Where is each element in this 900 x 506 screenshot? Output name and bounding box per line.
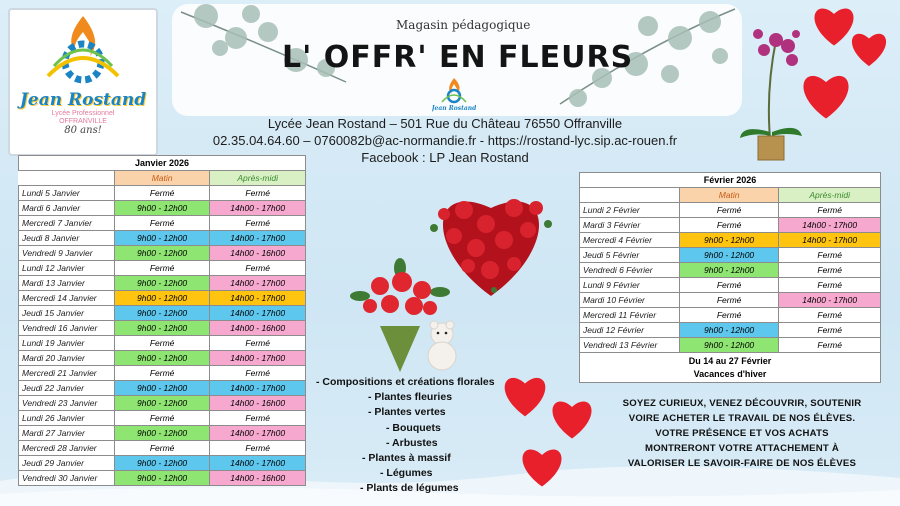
- schedule-row: [19, 261, 306, 276]
- heart-icon: [798, 70, 854, 122]
- holiday-label: Vacances d'hiver: [693, 368, 767, 379]
- schedule-row: [580, 293, 881, 308]
- logo-subtitle: Lycée Professionnel: [51, 110, 115, 117]
- afternoon-slot: 14h00 - 17h00: [779, 233, 881, 248]
- flame-gear-icon: [28, 10, 138, 88]
- morning-slot: 9h00 - 12h00: [114, 276, 210, 291]
- morning-slot: 9h00 - 12h00: [114, 231, 210, 246]
- matin-header: Matin: [679, 188, 779, 203]
- appeal-line: MONTRERONT VOTRE ATTACHEMENT À: [645, 443, 839, 454]
- morning-slot: 9h00 - 12h00: [114, 321, 210, 336]
- school-facebook: Facebook : LP Jean Rostand: [361, 150, 529, 165]
- afternoon-slot: 14h00 - 17h00: [210, 291, 306, 306]
- day-label: Mardi 13 Janvier: [19, 276, 115, 291]
- day-label: Mardi 10 Février: [580, 293, 680, 308]
- february-rows: [580, 203, 881, 353]
- schedule-row: [580, 218, 881, 233]
- morning-slot: Fermé: [679, 203, 779, 218]
- afternoon-slot: 14h00 - 17h00: [210, 231, 306, 246]
- schedule-row: [19, 201, 306, 216]
- day-label: Mardi 3 Février: [580, 218, 680, 233]
- schedule-row: [19, 276, 306, 291]
- shop-kicker: Magasin pédagogique: [396, 18, 531, 32]
- schedule-row: [19, 366, 306, 381]
- mini-school-logo: [432, 76, 476, 112]
- day-label: Jeudi 5 Février: [580, 248, 680, 263]
- matin-header: Matin: [114, 171, 210, 186]
- afternoon-slot: Fermé: [210, 411, 306, 426]
- morning-slot: Fermé: [679, 218, 779, 233]
- january-title-row: [19, 156, 306, 171]
- afternoon-slot: 14h00 - 16h00: [210, 321, 306, 336]
- day-label: Vendredi 16 Janvier: [19, 321, 115, 336]
- morning-slot: Fermé: [114, 336, 210, 351]
- schedule-row: [580, 263, 881, 278]
- product-item: - Légumes: [380, 467, 433, 480]
- morning-slot: 9h00 - 12h00: [114, 306, 210, 321]
- day-label: Vendredi 9 Janvier: [19, 246, 115, 261]
- mini-logo-text: Jean Rostand: [432, 105, 476, 112]
- february-title-row: [580, 173, 881, 188]
- product-item: - Plantes vertes: [368, 406, 446, 419]
- heart-icon: [518, 442, 566, 492]
- schedule-row: [19, 396, 306, 411]
- afternoon-slot: Fermé: [779, 278, 881, 293]
- logo-town: OFFRANVILLE: [59, 117, 107, 125]
- day-label: Vendredi 23 Janvier: [19, 396, 115, 411]
- afternoon-slot: Fermé: [210, 366, 306, 381]
- morning-slot: 9h00 - 12h00: [114, 351, 210, 366]
- products-list: [316, 375, 516, 497]
- bouquet-teddy-bear-image: [340, 256, 470, 374]
- schedule-row: [19, 321, 306, 336]
- day-label: Vendredi 13 Février: [580, 338, 680, 353]
- schedule-row: [19, 411, 306, 426]
- afternoon-slot: 14h00 - 17h00: [210, 456, 306, 471]
- schedule-row: [19, 231, 306, 246]
- morning-slot: Fermé: [114, 411, 210, 426]
- day-label: Lundi 2 Février: [580, 203, 680, 218]
- schedule-row: [580, 233, 881, 248]
- morning-slot: 9h00 - 12h00: [679, 338, 779, 353]
- afternoon-slot: Fermé: [210, 216, 306, 231]
- afternoon-slot: 14h00 - 16h00: [210, 471, 306, 486]
- orchid-plant-image: [736, 20, 806, 162]
- product-item: - Arbustes: [386, 436, 438, 449]
- appeal-line: VOTRE PRÉSENCE ET VOS ACHATS: [655, 428, 829, 439]
- heart-icon: [848, 28, 890, 70]
- apres-midi-header: Après-midi: [210, 171, 306, 186]
- afternoon-slot: Fermé: [779, 203, 881, 218]
- afternoon-slot: 14h00 - 17h00: [210, 351, 306, 366]
- afternoon-slot: 14h00 - 17h00: [210, 381, 306, 396]
- afternoon-slot: 14h00 - 17h00: [779, 293, 881, 308]
- afternoon-slot: 14h00 - 17h00: [779, 218, 881, 233]
- february-column-header-row: [580, 188, 881, 203]
- product-item: - Compositions et créations florales: [316, 376, 495, 388]
- day-label: Jeudi 12 Février: [580, 323, 680, 338]
- product-item: - Bouquets: [386, 421, 441, 434]
- day-label: Mardi 27 Janvier: [19, 426, 115, 441]
- product-item: - Plantes fleuries: [368, 391, 453, 404]
- school-logo: [8, 8, 158, 156]
- schedule-row: [19, 306, 306, 321]
- day-label: Mardi 6 Janvier: [19, 201, 115, 216]
- schedule-row: [580, 338, 881, 353]
- january-schedule-table: [18, 155, 306, 486]
- february-schedule-table: [579, 172, 881, 383]
- empty-header-cell: [19, 171, 115, 186]
- schedule-row: [19, 441, 306, 456]
- day-label: Vendredi 30 Janvier: [19, 471, 115, 486]
- morning-slot: Fermé: [679, 308, 779, 323]
- product-item: - Plants de légumes: [360, 482, 459, 495]
- afternoon-slot: 14h00 - 17h00: [210, 306, 306, 321]
- afternoon-slot: Fermé: [779, 338, 881, 353]
- day-label: Jeudi 8 Janvier: [19, 231, 115, 246]
- schedule-row: [580, 248, 881, 263]
- appeal-text: [596, 396, 888, 471]
- january-column-header-row: [19, 171, 306, 186]
- schedule-row: [19, 336, 306, 351]
- day-label: Mardi 20 Janvier: [19, 351, 115, 366]
- schedule-row: [580, 323, 881, 338]
- day-label: Mercredi 4 Février: [580, 233, 680, 248]
- morning-slot: Fermé: [679, 293, 779, 308]
- day-label: Vendredi 6 Février: [580, 263, 680, 278]
- morning-slot: 9h00 - 12h00: [679, 233, 779, 248]
- day-label: Mercredi 21 Janvier: [19, 366, 115, 381]
- winter-holiday-note: [580, 353, 881, 383]
- schedule-row: [19, 381, 306, 396]
- schedule-row: [19, 426, 306, 441]
- day-label: Jeudi 22 Janvier: [19, 381, 115, 396]
- schedule-row: [580, 203, 881, 218]
- afternoon-slot: Fermé: [779, 308, 881, 323]
- day-label: Lundi 9 Février: [580, 278, 680, 293]
- day-label: Lundi 5 Janvier: [19, 186, 115, 201]
- afternoon-slot: 14h00 - 16h00: [210, 246, 306, 261]
- day-label: Jeudi 15 Janvier: [19, 306, 115, 321]
- afternoon-slot: Fermé: [779, 248, 881, 263]
- afternoon-slot: Fermé: [210, 186, 306, 201]
- schedule-row: [19, 186, 306, 201]
- afternoon-slot: 14h00 - 16h00: [210, 396, 306, 411]
- day-label: Mercredi 11 Février: [580, 308, 680, 323]
- morning-slot: 9h00 - 12h00: [679, 323, 779, 338]
- morning-slot: 9h00 - 12h00: [114, 246, 210, 261]
- holiday-dates: Du 14 au 27 Février: [688, 355, 772, 366]
- product-item: - Plantes à massif: [362, 452, 451, 465]
- logo-name: Jean Rostand: [19, 90, 147, 110]
- schedule-row: [19, 351, 306, 366]
- morning-slot: Fermé: [679, 278, 779, 293]
- morning-slot: 9h00 - 12h00: [114, 201, 210, 216]
- morning-slot: Fermé: [114, 441, 210, 456]
- afternoon-slot: 14h00 - 17h00: [210, 426, 306, 441]
- day-label: Jeudi 29 Janvier: [19, 456, 115, 471]
- morning-slot: 9h00 - 12h00: [114, 396, 210, 411]
- schedule-row: [19, 471, 306, 486]
- afternoon-slot: 14h00 - 17h00: [210, 201, 306, 216]
- day-label: Lundi 12 Janvier: [19, 261, 115, 276]
- morning-slot: 9h00 - 12h00: [114, 291, 210, 306]
- schedule-row: [19, 291, 306, 306]
- february-title: Février 2026: [580, 173, 881, 188]
- schedule-row: [19, 246, 306, 261]
- school-address: Lycée Jean Rostand – 501 Rue du Château 76550 Offranville: [267, 116, 623, 131]
- schedule-row: [580, 308, 881, 323]
- january-title: Janvier 2026: [19, 156, 306, 171]
- schedule-row: [580, 278, 881, 293]
- day-label: Mercredi 7 Janvier: [19, 216, 115, 231]
- schedule-row: [19, 456, 306, 471]
- schedule-row: [19, 216, 306, 231]
- apres-midi-header: Après-midi: [779, 188, 881, 203]
- afternoon-slot: Fermé: [779, 323, 881, 338]
- appeal-line: VALORISER LE SAVOIR-FAIRE DE NOS ÉLÈVES: [627, 458, 857, 469]
- empty-header-cell: [580, 188, 680, 203]
- school-contact: 02.35.04.64.60 – 0760082b@ac-normandie.fr - https://rostand-lyc.sip.ac-rouen.fr: [212, 133, 678, 148]
- morning-slot: Fermé: [114, 261, 210, 276]
- morning-slot: 9h00 - 12h00: [114, 381, 210, 396]
- day-label: Lundi 26 Janvier: [19, 411, 115, 426]
- day-label: Mercredi 28 Janvier: [19, 441, 115, 456]
- day-label: Mercredi 14 Janvier: [19, 291, 115, 306]
- morning-slot: Fermé: [114, 366, 210, 381]
- heart-icon: [548, 396, 596, 442]
- morning-slot: Fermé: [114, 186, 210, 201]
- morning-slot: 9h00 - 12h00: [679, 248, 779, 263]
- shop-title: L' OFFR' EN FLEURS: [282, 40, 634, 75]
- morning-slot: Fermé: [114, 216, 210, 231]
- appeal-line: VOIRE ACHETER LE TRAVAIL DE NOS ÉLÈVES.: [628, 413, 856, 424]
- january-rows: [19, 186, 306, 486]
- afternoon-slot: Fermé: [210, 261, 306, 276]
- morning-slot: 9h00 - 12h00: [114, 456, 210, 471]
- morning-slot: 9h00 - 12h00: [114, 471, 210, 486]
- logo-anniversary: 80 ans!: [64, 125, 102, 137]
- day-label: Lundi 19 Janvier: [19, 336, 115, 351]
- february-footer-row: [580, 353, 881, 383]
- afternoon-slot: Fermé: [210, 336, 306, 351]
- morning-slot: 9h00 - 12h00: [679, 263, 779, 278]
- afternoon-slot: Fermé: [210, 441, 306, 456]
- afternoon-slot: 14h00 - 17h00: [210, 276, 306, 291]
- morning-slot: 9h00 - 12h00: [114, 426, 210, 441]
- appeal-line: SOYEZ CURIEUX, VENEZ DÉCOUVRIR, SOUTENIR: [622, 398, 862, 409]
- afternoon-slot: Fermé: [779, 263, 881, 278]
